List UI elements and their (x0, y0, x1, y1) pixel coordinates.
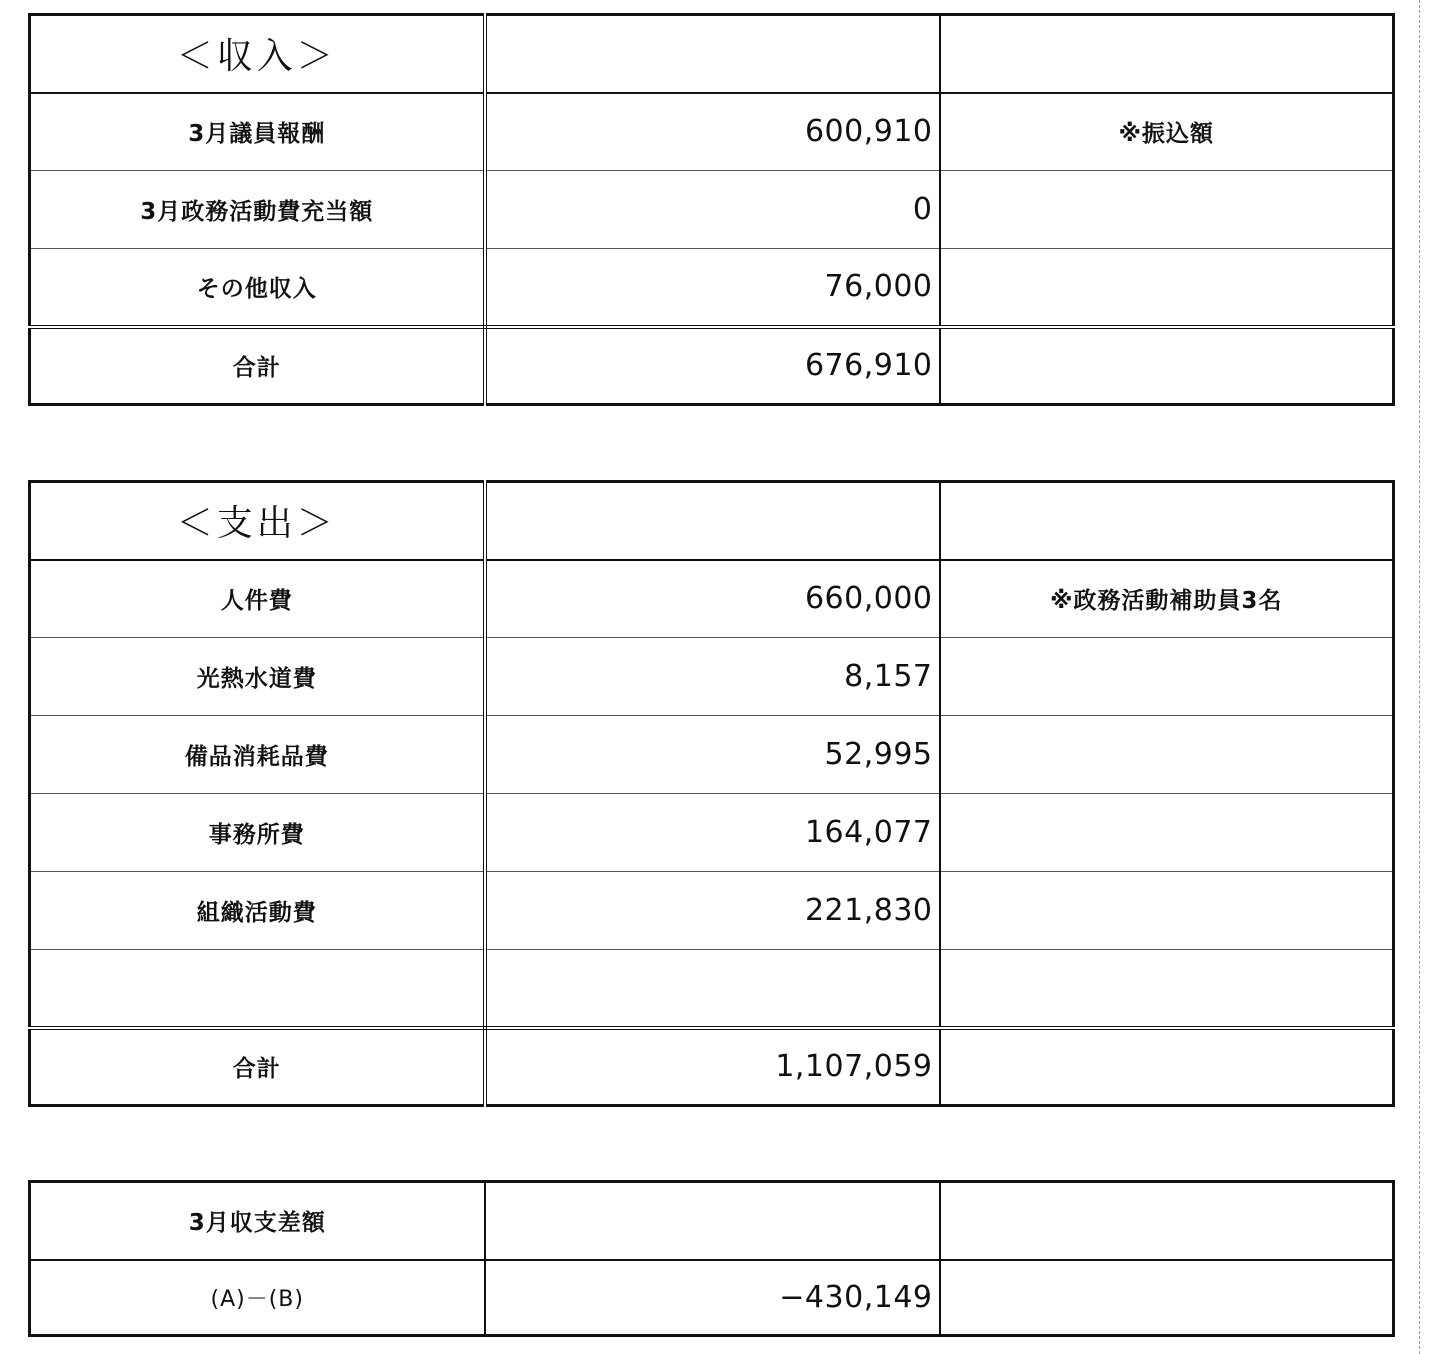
expense-total-row (30, 1028, 1394, 1106)
income-total-amount: 676,910 (485, 327, 940, 405)
table-row (30, 93, 1394, 171)
income-title: ＜収入＞ (30, 15, 485, 93)
expense-row-amount: 660,000 (485, 560, 940, 638)
income-table (28, 13, 1395, 406)
expense-header-row (30, 482, 1394, 560)
expense-total-note-cell (940, 1028, 1394, 1106)
income-row-label: 3月議員報酬 (30, 93, 485, 171)
expense-row-note (940, 716, 1394, 794)
balance-title-amount-cell (485, 1182, 940, 1260)
income-total-row (30, 327, 1394, 405)
scan-edge-line (1419, 0, 1420, 1354)
expense-row-label (30, 950, 485, 1028)
balance-formula: (A)－(B) (30, 1260, 485, 1336)
balance-amount: −430,149 (485, 1260, 940, 1336)
expense-row-label: 人件費 (30, 560, 485, 638)
table-row (30, 794, 1394, 872)
expense-row-label: 組織活動費 (30, 872, 485, 950)
table-row (30, 249, 1394, 327)
expense-row-label: 事務所費 (30, 794, 485, 872)
table-row (30, 872, 1394, 950)
income-row-amount: 0 (485, 171, 940, 249)
expense-row-note: ※政務活動補助員3名 (940, 560, 1394, 638)
income-row-note: ※振込額 (940, 93, 1394, 171)
expense-table (28, 480, 1395, 1107)
income-header-row (30, 15, 1394, 93)
balance-title: 3月収支差額 (30, 1182, 485, 1260)
expense-row-amount: 164,077 (485, 794, 940, 872)
expense-header-amount-cell (485, 482, 940, 560)
expense-row-note (940, 872, 1394, 950)
table-row (30, 716, 1394, 794)
table-row (30, 560, 1394, 638)
table-row (30, 171, 1394, 249)
income-row-label: その他収入 (30, 249, 485, 327)
expense-row-note (940, 794, 1394, 872)
income-row-amount: 600,910 (485, 93, 940, 171)
expense-row-note (940, 950, 1394, 1028)
balance-title-note-cell (940, 1182, 1394, 1260)
income-row-amount: 76,000 (485, 249, 940, 327)
balance-note-cell (940, 1260, 1394, 1336)
expense-total-amount: 1,107,059 (485, 1028, 940, 1106)
expense-row-label: 光熱水道費 (30, 638, 485, 716)
expense-total-label: 合計 (30, 1028, 485, 1106)
table-row (30, 950, 1394, 1028)
income-header-amount-cell (485, 15, 940, 93)
income-header-note-cell (940, 15, 1394, 93)
balance-title-row (30, 1182, 1394, 1260)
expense-row-amount (485, 950, 940, 1028)
balance-table (28, 1180, 1395, 1337)
expense-row-amount: 52,995 (485, 716, 940, 794)
balance-formula-row (30, 1260, 1394, 1336)
table-row (30, 638, 1394, 716)
expense-row-note (940, 638, 1394, 716)
income-row-note (940, 171, 1394, 249)
expense-title: ＜支出＞ (30, 482, 485, 560)
income-row-note (940, 249, 1394, 327)
income-total-label: 合計 (30, 327, 485, 405)
income-row-label: 3月政務活動費充当額 (30, 171, 485, 249)
expense-header-note-cell (940, 482, 1394, 560)
expense-row-amount: 221,830 (485, 872, 940, 950)
expense-row-label: 備品消耗品費 (30, 716, 485, 794)
income-total-note-cell (940, 327, 1394, 405)
expense-row-amount: 8,157 (485, 638, 940, 716)
